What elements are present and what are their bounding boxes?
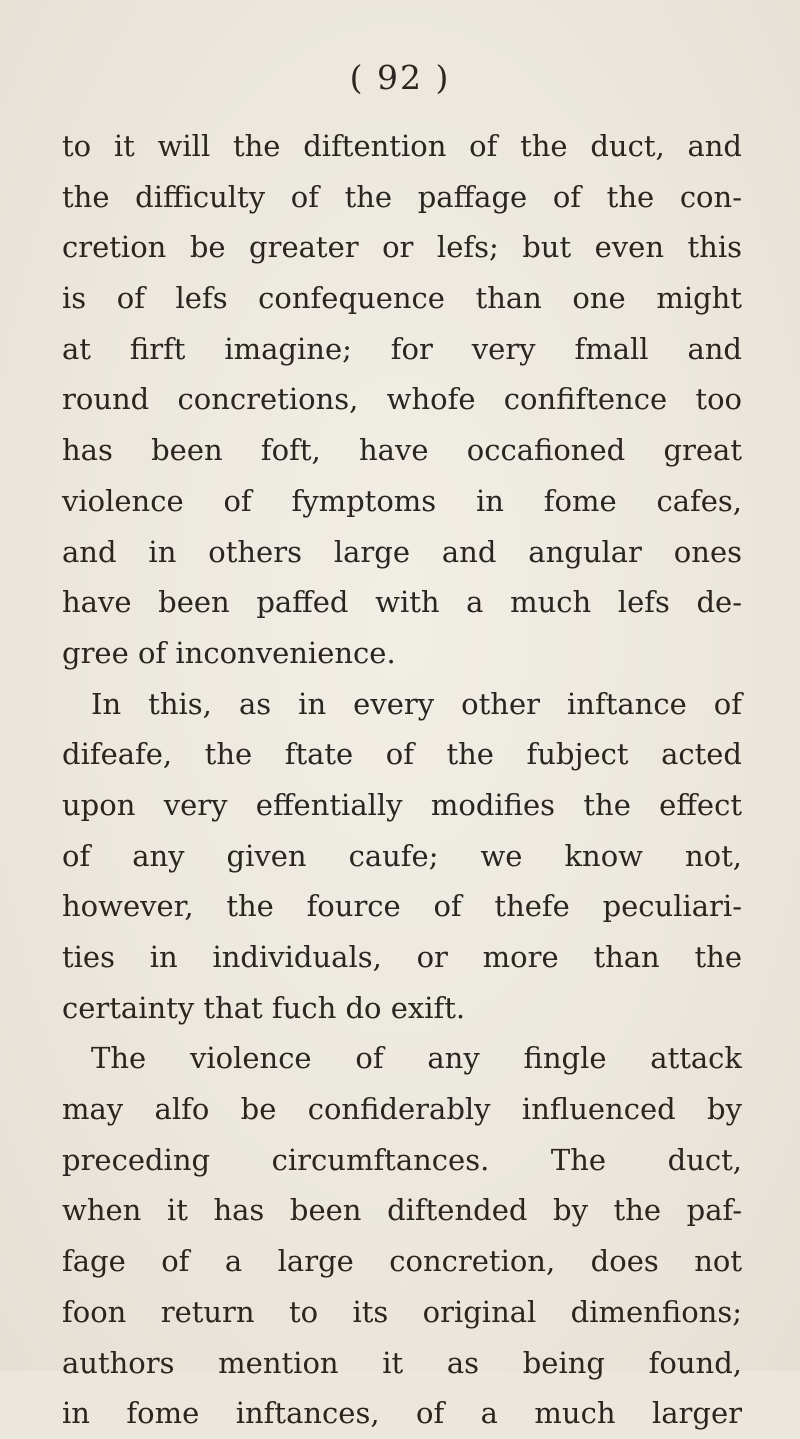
text-line: difeafe, the ftate of the fubject acted [62,737,742,772]
text-line: have been paffed with a much lefs de- [62,585,742,620]
text-line: The violence of any fingle attack [91,1041,742,1076]
text-line: at firft imagine; for very fmall and [62,331,742,366]
text-line: the difficulty of the paffage of the con- [62,179,742,214]
body-text [62,121,742,1439]
text-line: cretion be greater or lefs; but even this [62,230,742,265]
text-line: in fome inftances, of a much larger [62,1396,742,1431]
text-line: gree of inconvenience. [62,635,396,670]
page-number: ( 92 ) [349,58,451,97]
text-line: In this, as in every other inftance of [91,686,742,721]
text-line: may alfo be confiderably influenced by [62,1092,742,1127]
text-line: authors mention it as being found, [62,1345,742,1380]
text-line: of any given caufe; we know not, [62,838,742,873]
text-line: however, the fource of thefe peculiari- [62,889,742,924]
text-line: has been foft, have occafioned great [62,433,742,468]
text-line: foon return to its original dimenfions; [62,1294,742,1329]
text-line: when it has been diftended by the paf- [62,1193,742,1228]
text-line: fage of a large concretion, does not [62,1244,742,1279]
text-line: round concretions, whofe confiftence too [62,382,742,417]
text-line: ties in individuals, or more than the [62,940,742,974]
text-line: to it will the diftention of the duct, and [62,129,742,163]
text-line: violence of fymptoms in fome cafes, [62,483,742,518]
text-line: and in others large and angular ones [62,534,742,569]
text-line: is of lefs confequence than one might [62,281,742,316]
text-line: upon very effentially modifies the effect [62,787,742,822]
text-line: preceding circumftances. The duct, [62,1142,742,1177]
text-line: certainty that fuch do exift. [62,990,466,1025]
